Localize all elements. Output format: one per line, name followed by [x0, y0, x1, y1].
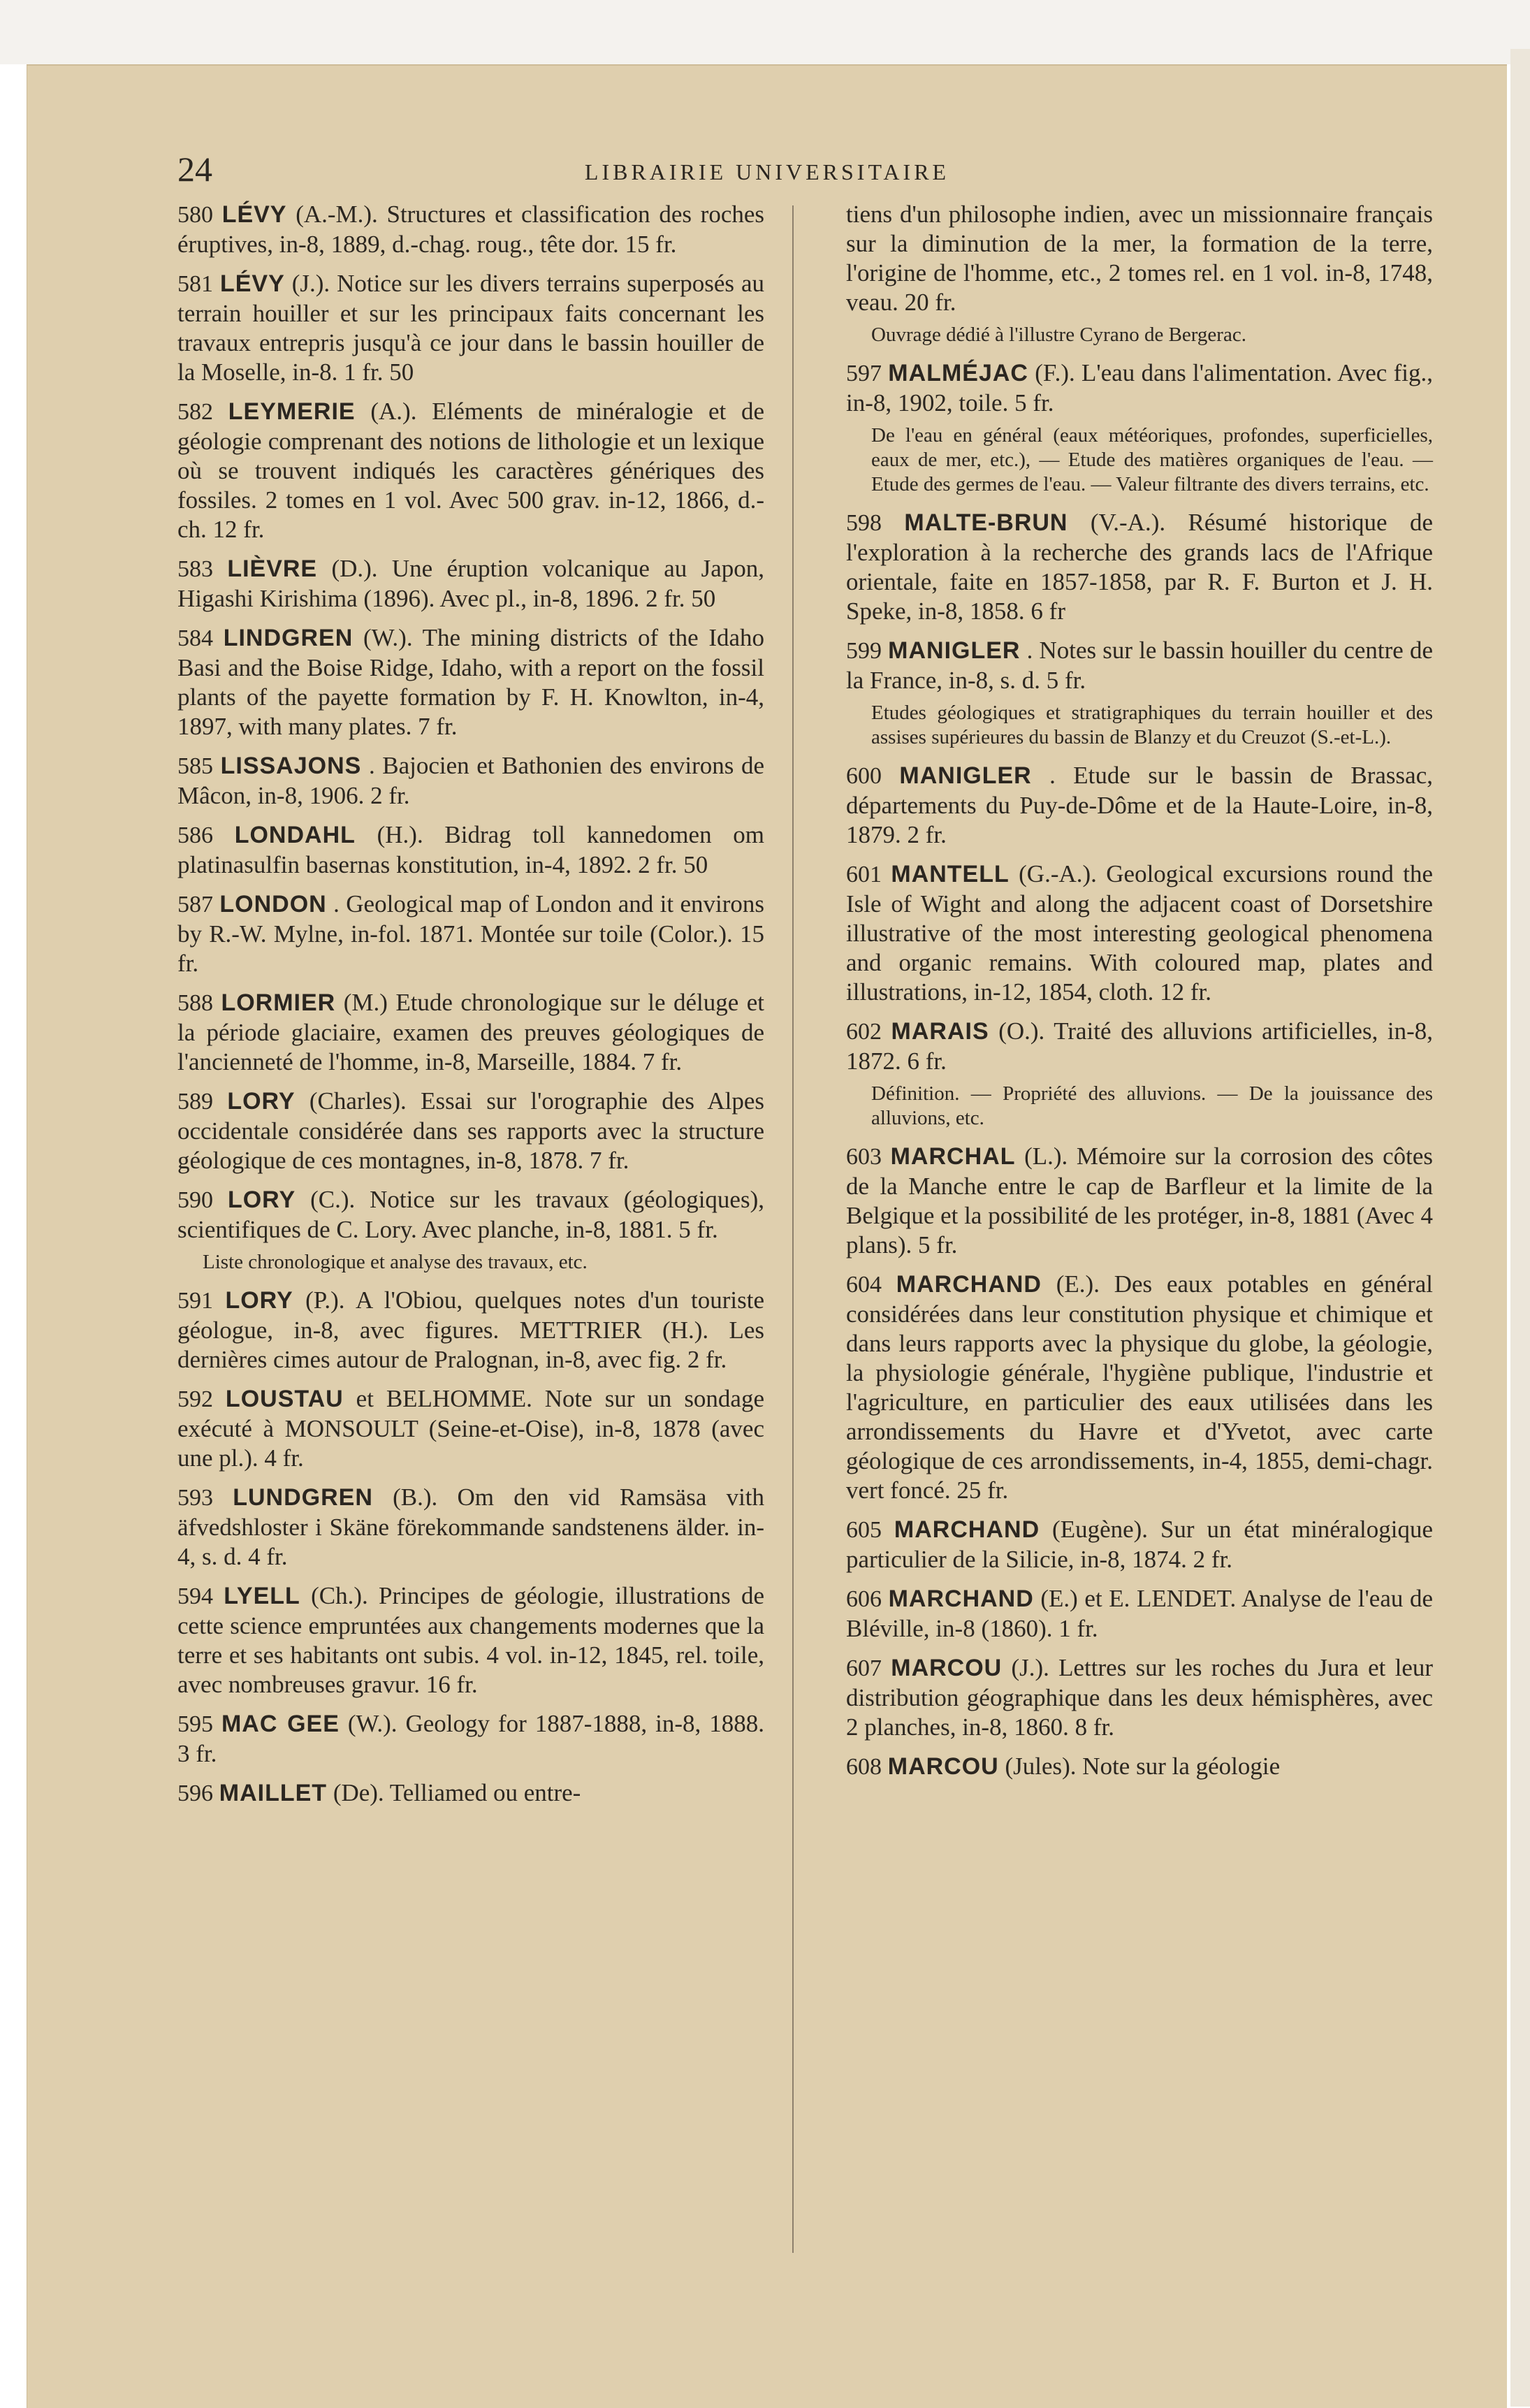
left-column — [177, 200, 764, 1818]
entry-number: 605 — [846, 1517, 882, 1543]
catalog-entry — [177, 554, 764, 614]
entry-author: LYELL — [224, 1583, 300, 1609]
column-divider — [792, 205, 794, 2253]
entry-author: LIÈVRE — [227, 556, 318, 582]
entry-number: 602 — [846, 1019, 882, 1045]
entry-text: (Ch.). Principes de géologie, illustrations de cette science empruntées aux changements modernes que la terre et ses habitants ont subis. 4 vol. in-12, 1845, rel. toile, avec nombreuses gravur. 16 fr. — [177, 1582, 765, 1698]
catalog-entry — [846, 860, 1433, 1007]
entry-number: 581 — [177, 271, 213, 297]
entry-number: 585 — [177, 753, 213, 779]
entry-number: 607 — [846, 1655, 882, 1681]
entry-text: (E.) et E. LENDET. Analyse de l'eau de Bléville, in-8 (1860). 1 fr. — [846, 1585, 1434, 1642]
catalog-entry — [177, 1778, 764, 1808]
entry-author: LORY — [227, 1088, 296, 1115]
entry-text: (D.). Une éruption volcanique au Japon, Higashi Kirishima (1896). Avec pl., in-8, 1896. 2 fr. 50 — [177, 555, 765, 612]
entry-text: (J.). Notice sur les divers terrains superposés au terrain houiller et sur les principaux faits concernant les travaux entrepris jusqu'à ce jour dans le bassin houiller de la Moselle, in-8. 1 fr. 50 — [177, 270, 765, 386]
entry-number: 600 — [846, 763, 882, 789]
entry-number: 594 — [177, 1583, 213, 1609]
entry-number: 603 — [846, 1144, 882, 1170]
entry-text: . Bajocien et Bathonien des environs de Mâcon, in-8, 1906. 2 fr. — [177, 752, 765, 809]
entry-number: 587 — [177, 892, 213, 917]
entry-author: MANIGLER — [888, 637, 1021, 664]
catalog-entry — [177, 890, 764, 978]
entry-author: MALTE-BRUN — [904, 509, 1068, 536]
entry-text: et BELHOMME. Note sur un sondage exécuté à MONSOULT (Seine-et-Oise), in-8, 1878 (avec une pl.). 4 fr. — [177, 1385, 765, 1472]
entry-author: LISSAJONS — [220, 753, 362, 779]
entry-text: (L.). Mémoire sur la corrosion des côtes de la Manche entre le cap de Barfleur et la limite de la Belgique et la possibilité de les protéger, in-8, 1881 (Avec 4 plans). 5 fr. — [846, 1143, 1433, 1259]
catalog-entry — [177, 1581, 764, 1699]
entry-author: MARCHAND — [896, 1271, 1042, 1298]
entry-number: 604 — [846, 1272, 882, 1298]
catalog-entry — [846, 1515, 1433, 1574]
entry-author: MANIGLER — [899, 762, 1032, 789]
catalog-entry — [177, 1087, 764, 1175]
catalog-entry — [177, 1384, 764, 1473]
catalog-entry — [177, 988, 764, 1077]
running-head — [27, 148, 1507, 197]
entry-text: . Etude sur le bassin de Brassac, départements du Puy-de-Dôme et de la Haute-Loire, in-8, 1879. 2 fr. — [846, 762, 1433, 848]
catalog-entry — [846, 1270, 1433, 1505]
catalog-entry — [177, 397, 764, 544]
right-column — [846, 200, 1433, 1792]
entry-text: (M.) Etude chronologique sur le déluge et la période glaciaire, examen des preuves géologiques de l'ancienneté de l'homme, in-8, Marseille, 1884. 7 fr. — [177, 989, 764, 1075]
catalog-entry — [846, 1142, 1433, 1260]
entry-text: . Geological map of London and it environs by R.-W. Mylne, in-fol. 1871. Montée sur toile (Color.). 15 fr. — [177, 890, 765, 977]
entry-text: (P.). A l'Obiou, quelques notes d'un touriste géologue, in-8, avec figures. METTRIER (H.). Les dernières cimes autour de Pralognan, in-8, avec fig. 2 fr. — [177, 1286, 764, 1373]
entry-number: 608 — [846, 1754, 882, 1780]
catalog-entry — [177, 269, 764, 387]
entry-number: 601 — [846, 862, 882, 887]
entry-author: MARCHAND — [888, 1586, 1034, 1612]
entry-author: LONDON — [219, 891, 327, 917]
entry-author: MARCHAL — [890, 1143, 1016, 1170]
entry-author: LUNDGREN — [233, 1484, 373, 1511]
entry-author: LONDAHL — [234, 822, 356, 848]
entry-author: MARCOU — [887, 1753, 999, 1780]
entry-note: Liste chronologique et analyse des travaux, etc. — [203, 1251, 588, 1273]
entry-author: LEYMERIE — [228, 398, 356, 425]
catalog-entry — [846, 358, 1433, 418]
catalog-entry — [177, 623, 764, 741]
entry-number: 598 — [846, 510, 882, 536]
catalog-entry — [177, 200, 764, 259]
entry-number: 596 — [177, 1780, 213, 1806]
scan-background-top — [0, 0, 1530, 64]
catalog-entry — [846, 761, 1433, 850]
catalog-page — [27, 64, 1507, 2408]
entry-number: 584 — [177, 625, 213, 651]
entry-number: 595 — [177, 1711, 213, 1737]
entry-note: Définition. — Propriété des alluvions. — De la jouissance des alluvions, etc. — [871, 1082, 1433, 1129]
entry-text: (A.). Eléments de minéralogie et de géologie comprenant des notions de lithologie et un lexique où se trouvent indiqués les caractères génériques des fossiles. 2 tomes en 1 vol. Avec 500 grav. in-12, 1866, d.-ch. 12 fr. — [177, 398, 765, 543]
entry-author: LÉVY — [219, 270, 285, 297]
entry-text: (A.-M.). Structures et classification des roches éruptives, in-8, 1889, d.-chag. roug., tête dor. 15 fr. — [177, 201, 765, 258]
catalog-entry — [846, 508, 1433, 626]
entry-note: De l'eau en général (eaux météoriques, profondes, superficielles, eaux de mer, etc.), — Etude des matières organiques de l'eau. — Etude des germes de l'eau. — Valeur filtrante des divers terrains, etc. — [871, 424, 1433, 495]
entry-note: Etudes géologiques et stratigraphiques du terrain houiller et des assises supérieures du bassin de Blanzy et du Creuzot (S.-et-L.). — [871, 702, 1433, 748]
catalog-entry — [177, 751, 764, 811]
entry-number: 597 — [846, 361, 882, 386]
catalog-entry — [846, 1017, 1433, 1076]
entry-note: Ouvrage dédié à l'illustre Cyrano de Bergerac. — [871, 324, 1246, 346]
entry-author: LORY — [227, 1187, 296, 1213]
entry-text: (V.-A.). Résumé historique de l'exploration à la recherche des grands lacs de l'Afrique orientale, faite en 1857-1858, par R. F. Burton et J. H. Speke, in-8, 1858. 6 fr — [846, 509, 1433, 625]
entry-number: 589 — [177, 1089, 213, 1115]
entry-number: 588 — [177, 990, 213, 1016]
entry-author: MALMÉJAC — [888, 360, 1028, 386]
entry-text: (Jules). Note sur la géologie — [1005, 1753, 1281, 1780]
entry-author: MANTELL — [891, 861, 1010, 887]
entry-text: (F.). L'eau dans l'alimentation. Avec fig., in-8, 1902, toile. 5 fr. — [846, 359, 1434, 416]
entry-number: 592 — [177, 1386, 213, 1412]
entry-number: 606 — [846, 1586, 882, 1612]
entry-author: LORY — [225, 1287, 293, 1314]
entry-author: LINDGREN — [223, 625, 354, 651]
entry-author: MAILLET — [219, 1780, 328, 1806]
entry-author: MAC GEE — [221, 1711, 340, 1737]
entry-text: (Eugène). Sur un état minéralogique particulier de la Silicie, in-8, 1874. 2 fr. — [846, 1516, 1434, 1573]
entry-text: (W.). The mining districts of the Idaho Basi and the Boise Ridge, Idaho, with a report on the fossil plants of the payette formation by F. H. Knowlton, in-4, 1897, with many plates. 7 fr. — [177, 624, 765, 740]
entry-text: (E.). Des eaux potables en général considérées dans leur constitution physique et chimique et dans leurs rapports avec la physique du globe, la géologie, la physiologie générale, l'hygiène publique, l'industrie et l'agriculture, en particulier des eaux utilisées dans les arrondissements du Havre et d'Yvetot, avec carte géologique de ces arrondissements, in-4, 1855, demi-chagr. vert foncé. 25 fr. — [846, 1270, 1433, 1504]
catalog-entry — [177, 1286, 764, 1375]
entry-number: 586 — [177, 822, 213, 848]
entry-text: (B.). Om den vid Ramsäsa vith äfvedshloster i Skäne förekommande sandstenens älder. in-4, s. d. 4 fr. — [177, 1484, 765, 1570]
entry-text: (H.). Bidrag toll kannedomen om platinasulfin basernas konstitution, in-4, 1892. 2 fr. 50 — [177, 821, 764, 878]
entry-text: (C.). Notice sur les travaux (géologiques), scientifiques de C. Lory. Avec planche, in-8, 1881. 5 fr. — [177, 1186, 764, 1243]
catalog-entry — [177, 1185, 764, 1245]
catalog-entry — [846, 1584, 1433, 1644]
entry-number: 591 — [177, 1288, 213, 1314]
page-number: 24 — [177, 150, 212, 189]
catalog-entry — [177, 820, 764, 880]
entry-text: (G.-A.). Geological excursions round the Isle of Wight and along the adjacent coast of Dorsetshire illustrative of the most interesting geological phenomena and organic remains. With coloured map, plates and illustrations, in-12, 1854, cloth. 12 fr. — [846, 860, 1433, 1006]
entry-number: 582 — [177, 399, 213, 425]
entry-author: MARAIS — [891, 1018, 989, 1045]
entry-number: 593 — [177, 1485, 213, 1511]
entry-text: tiens d'un philosophe indien, avec un missionnaire français sur la diminution de la mer, la formation de la terre, l'origine de l'homme, etc., 2 tomes rel. en 1 vol. in-8, 1748, veau. 20 fr. — [846, 201, 1433, 316]
catalog-entry — [177, 1483, 764, 1572]
entry-text: (O.). Traité des alluvions artificielles, in-8, 1872. 6 fr. — [846, 1017, 1433, 1075]
entry-author: MARCHAND — [894, 1516, 1040, 1543]
entry-number: 599 — [846, 638, 882, 664]
scan-background-edge — [1510, 49, 1530, 2407]
catalog-entry — [846, 636, 1433, 695]
entry-author: LÉVY — [221, 201, 287, 228]
entry-text: (W.). Geology for 1887-1888, in-8, 1888. 3 fr. — [177, 1710, 765, 1767]
entry-number: 580 — [177, 202, 213, 228]
entry-text: (De). Telliamed ou entre- — [333, 1779, 581, 1806]
catalog-entry — [846, 200, 1433, 317]
entry-number: 583 — [177, 556, 213, 582]
catalog-entry — [846, 1752, 1433, 1782]
catalog-entry — [846, 1653, 1433, 1742]
entry-text: (J.). Lettres sur les roches du Jura et leur distribution géographique dans les deux hémisphères, avec 2 planches, in-8, 1860. 8 fr. — [846, 1654, 1434, 1741]
entry-text: (Charles). Essai sur l'orographie des Alpes occidentale considérée dans ses rapports avec la structure géologique de ces montagnes, in-8, 1878. 7 fr. — [177, 1087, 764, 1174]
entry-author: LORMIER — [221, 989, 336, 1016]
page-title: LIBRAIRIE UNIVERSITAIRE — [584, 159, 950, 184]
entry-number: 590 — [177, 1187, 213, 1213]
entry-text: . Notes sur le bassin houiller du centre de la France, in-8, s. d. 5 fr. — [846, 637, 1434, 694]
catalog-entry — [177, 1709, 764, 1769]
entry-author: MARCOU — [891, 1655, 1003, 1681]
entry-author: LOUSTAU — [225, 1386, 344, 1412]
